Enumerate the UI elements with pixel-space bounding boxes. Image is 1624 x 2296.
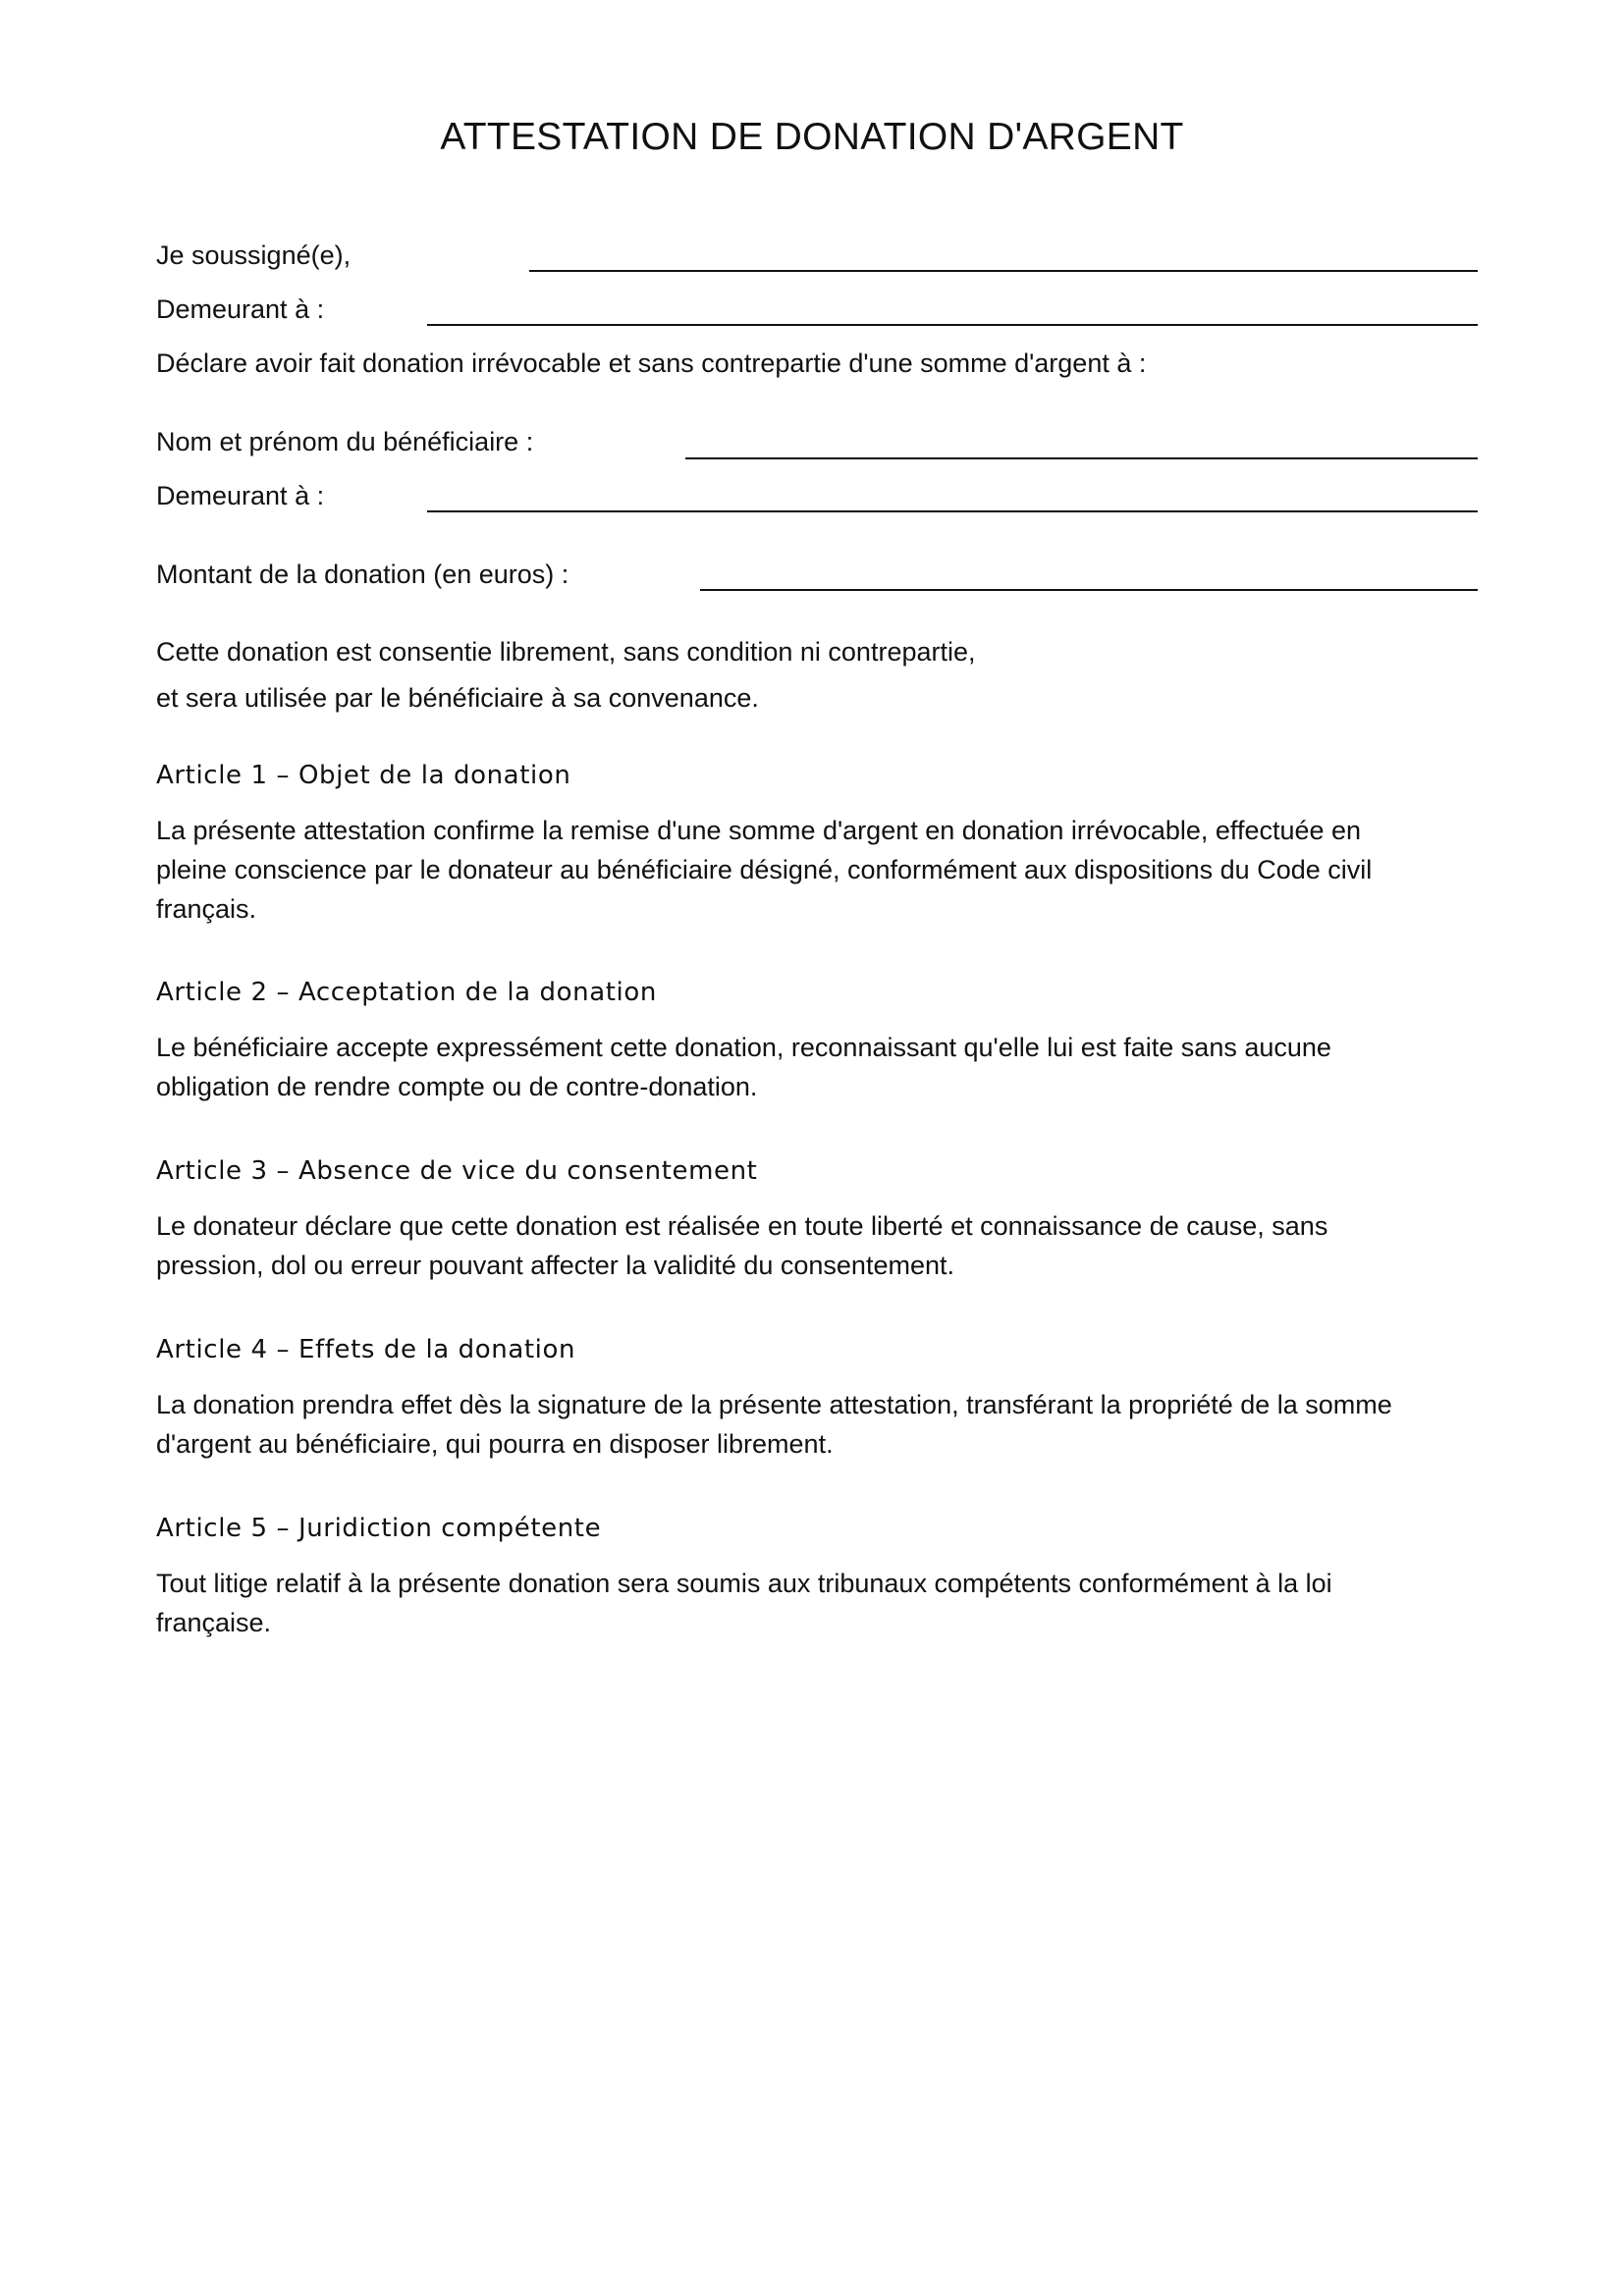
article-3-body — [156, 1206, 1472, 1285]
amount-label: Montant de la donation (en euros) : — [156, 560, 569, 589]
consent-line-1: Cette donation est consentie librement, sans condition ni contrepartie, — [156, 637, 976, 667]
consent-line-2: et sera utilisée par le bénéficiaire à sa convenance. — [156, 683, 759, 713]
declaration-text: Déclare avoir fait donation irrévocable et sans contrepartie d'une somme d'argent à : — [156, 348, 1147, 378]
article-4-line: La donation prendra effet dès la signature de la présente attestation, transférant la propriété de la somme — [156, 1390, 1392, 1419]
beneficiary-name-field[interactable] — [685, 457, 1478, 459]
beneficiary-address-label: Demeurant à : — [156, 481, 325, 510]
article-5-body — [156, 1564, 1472, 1642]
beneficiary-address-field[interactable] — [427, 510, 1478, 512]
article-5-line: Tout litige relatif à la présente donation sera soumis aux tribunaux compétents conformément à la loi — [156, 1569, 1332, 1598]
article-1-line: La présente attestation confirme la remise d'une somme d'argent en donation irrévocable, effectuée en — [156, 816, 1362, 845]
article-2-heading: Article 2 – Acceptation de la donation — [156, 978, 657, 1007]
article-4-line: d'argent au bénéficiaire, qui pourra en disposer librement. — [156, 1429, 834, 1459]
article-2-body — [156, 1028, 1472, 1106]
article-4-heading: Article 4 – Effets de la donation — [156, 1335, 576, 1364]
beneficiary-name-label: Nom et prénom du bénéficiaire : — [156, 427, 534, 456]
donor-address-label: Demeurant à : — [156, 294, 325, 324]
article-5-line: française. — [156, 1608, 272, 1637]
document-title: ATTESTATION DE DONATION D'ARGENT — [440, 116, 1184, 158]
article-5-heading: Article 5 – Juridiction compétente — [156, 1514, 602, 1543]
donor-name-label: Je soussigné(e), — [156, 240, 352, 270]
donor-address-field[interactable] — [427, 324, 1478, 326]
article-1-line: français. — [156, 894, 257, 924]
article-2-line: Le bénéficiaire accepte expressément cette donation, reconnaissant qu'elle lui est faite sans aucune — [156, 1033, 1331, 1062]
article-3-line: pression, dol ou erreur pouvant affecter la validité du consentement. — [156, 1251, 954, 1280]
article-2-line: obligation de rendre compte ou de contre-donation. — [156, 1072, 758, 1101]
amount-field[interactable] — [700, 589, 1478, 591]
article-3-line: Le donateur déclare que cette donation est réalisée en toute liberté et connaissance de cause, sans — [156, 1211, 1328, 1241]
article-1-body — [156, 811, 1472, 929]
article-4-body — [156, 1385, 1472, 1464]
article-1-line: pleine conscience par le donateur au bénéficiaire désigné, conformément aux dispositions du Code civil — [156, 855, 1373, 884]
article-1-heading: Article 1 – Objet de la donation — [156, 761, 571, 790]
donor-name-field[interactable] — [529, 270, 1478, 272]
article-3-heading: Article 3 – Absence de vice du consentement — [156, 1156, 758, 1186]
